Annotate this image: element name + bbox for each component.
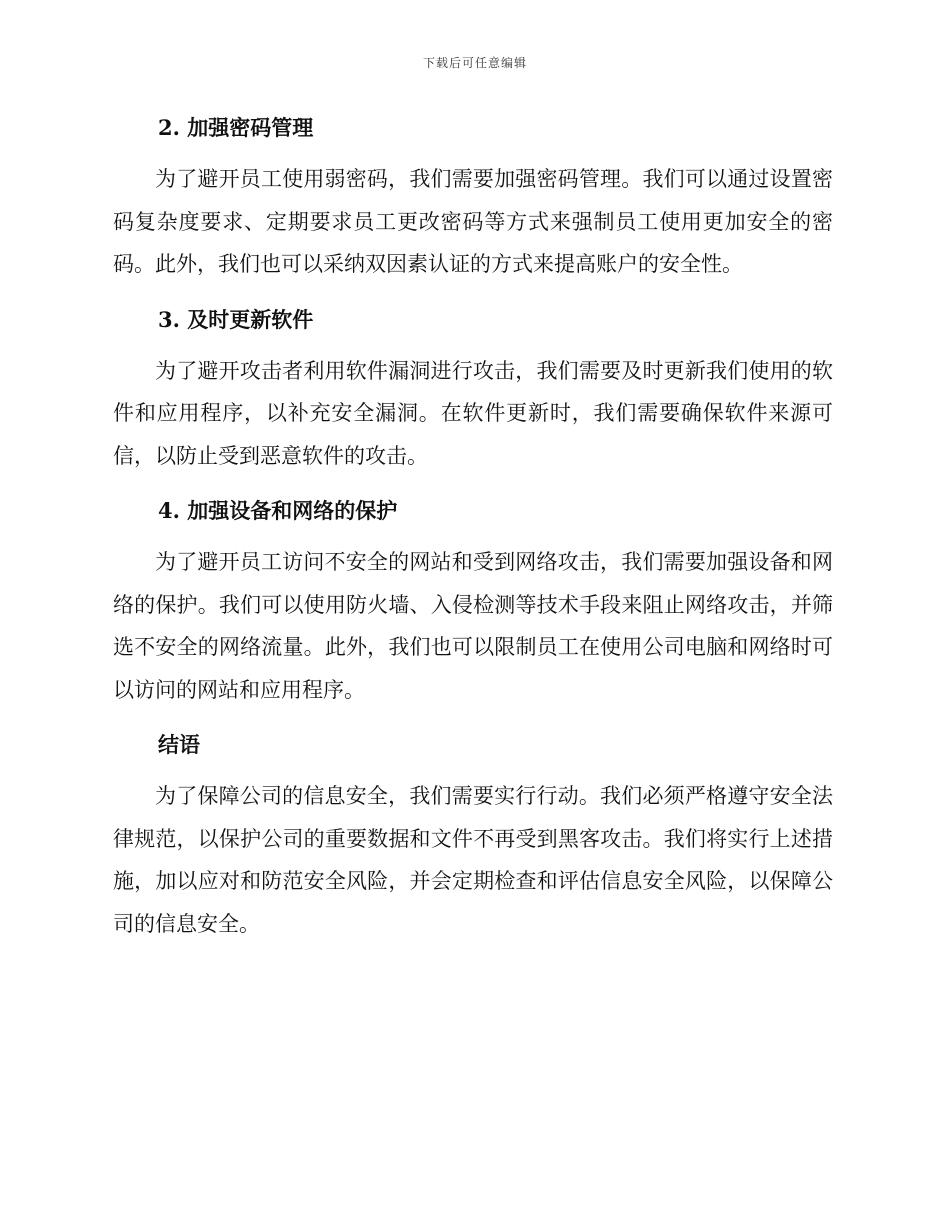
document-body: [113, 110, 833, 945]
section-paragraph-device-network: 为了避开员工访问不安全的网站和受到网络攻击，我们需要加强设备和网络的保护。我们可以使用防火墙、入侵检测等技术手段来阻止网络攻击，并筛选不安全的网络流量。此外，我们也可以限制员工在使用公司电脑和网络时可以访问的网站和应用程序。: [113, 550, 833, 702]
header-note: 下载后可任意编辑: [422, 56, 527, 70]
section-heading-conclusion: 结语: [158, 732, 200, 757]
section-heading-password: 2. 加强密码管理: [158, 115, 314, 140]
section-heading-software-update: 3. 及时更新软件: [158, 306, 314, 332]
section-paragraph-password: 为了避开员工使用弱密码，我们需要加强密码管理。我们可以通过设置密码复杂度要求、定期要求员工更改密码等方式来强制员工使用更加安全的密码。此外，我们也可以采纳双因素认证的方式来提高账户的安全性。: [113, 167, 833, 276]
section-paragraph-conclusion: 为了保障公司的信息安全，我们需要实行行动。我们必须严格遵守安全法律规范，以保护公司的重要数据和文件不再受到黑客攻击。我们将实行上述措施，加以应对和防范安全风险，并会定期检查和评估信息安全风险，以保障公司的信息安全。: [113, 784, 833, 936]
section-paragraph-software-update: 为了避开攻击者利用软件漏洞进行攻击，我们需要及时更新我们使用的软件和应用程序，以补充安全漏洞。在软件更新时，我们需要确保软件来源可信，以防止受到恶意软件的攻击。: [113, 358, 833, 468]
section-heading-device-network: 4. 加强设备和网络的保护: [158, 498, 398, 523]
